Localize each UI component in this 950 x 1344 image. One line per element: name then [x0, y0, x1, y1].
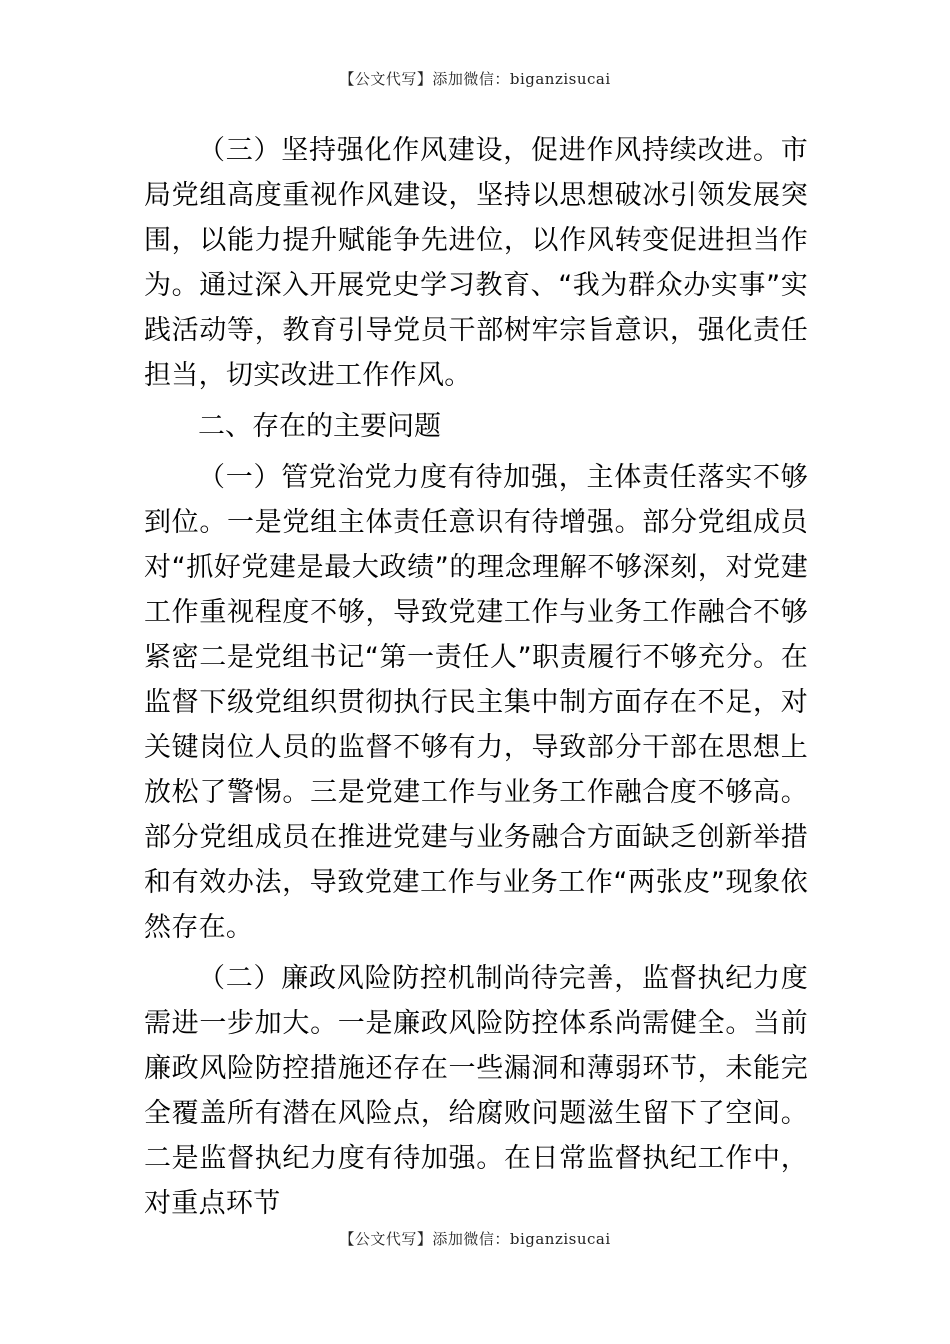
- document-body: [144, 128, 808, 1226]
- page-footer: 【公文代写】添加微信：biganzisucai: [339, 1230, 611, 1248]
- paragraph-style-improvement: （三）坚持强化作风建设，促进作风持续改进。市局党组高度重视作风建设，坚持以思想破冰引领发展突围，以能力提升赋能争先进位，以作风转变促进担当作为。通过深入开展党史学习教育、“我为群众办实事”实践活动等，教育引导党员干部树牢宗旨意识，强化责任担当，切实改进工作作风。: [144, 135, 808, 391]
- section-heading-main-problems: 二、存在的主要问题: [198, 411, 441, 442]
- paragraph-risk-control: （二）廉政风险防控机制尚待完善，监督执纪力度需进一步加大。一是廉政风险防控体系尚需健全。当前廉政风险防控措施还存在一些漏洞和薄弱环节，未能完全覆盖所有潜在风险点，给腐败问题滋生留下了空间。二是监督执纪力度有待加强。在日常监督执纪工作中，对重点环节: [144, 963, 808, 1219]
- paragraph-party-governance: （一）管党治党力度有待加强，主体责任落实不够到位。一是党组主体责任意识有待增强。部分党组成员对“抓好党建是最大政绩”的理念理解不够深刻，对党建工作重视程度不够，导致党建工作与业务工作融合不够紧密二是党组书记“第一责任人”职责履行不够充分。在监督下级党组织贯彻执行民主集中制方面存在不足，对关键岗位人员的监督不够有力，导致部分干部在思想上放松了警惕。三是党建工作与业务工作融合度不够高。部分党组成员在推进党建与业务融合方面缺乏创新举措和有效办法，导致党建工作与业务工作“两张皮”现象依然存在。: [144, 462, 808, 943]
- page-header: 【公文代写】添加微信：biganzisucai: [339, 70, 611, 88]
